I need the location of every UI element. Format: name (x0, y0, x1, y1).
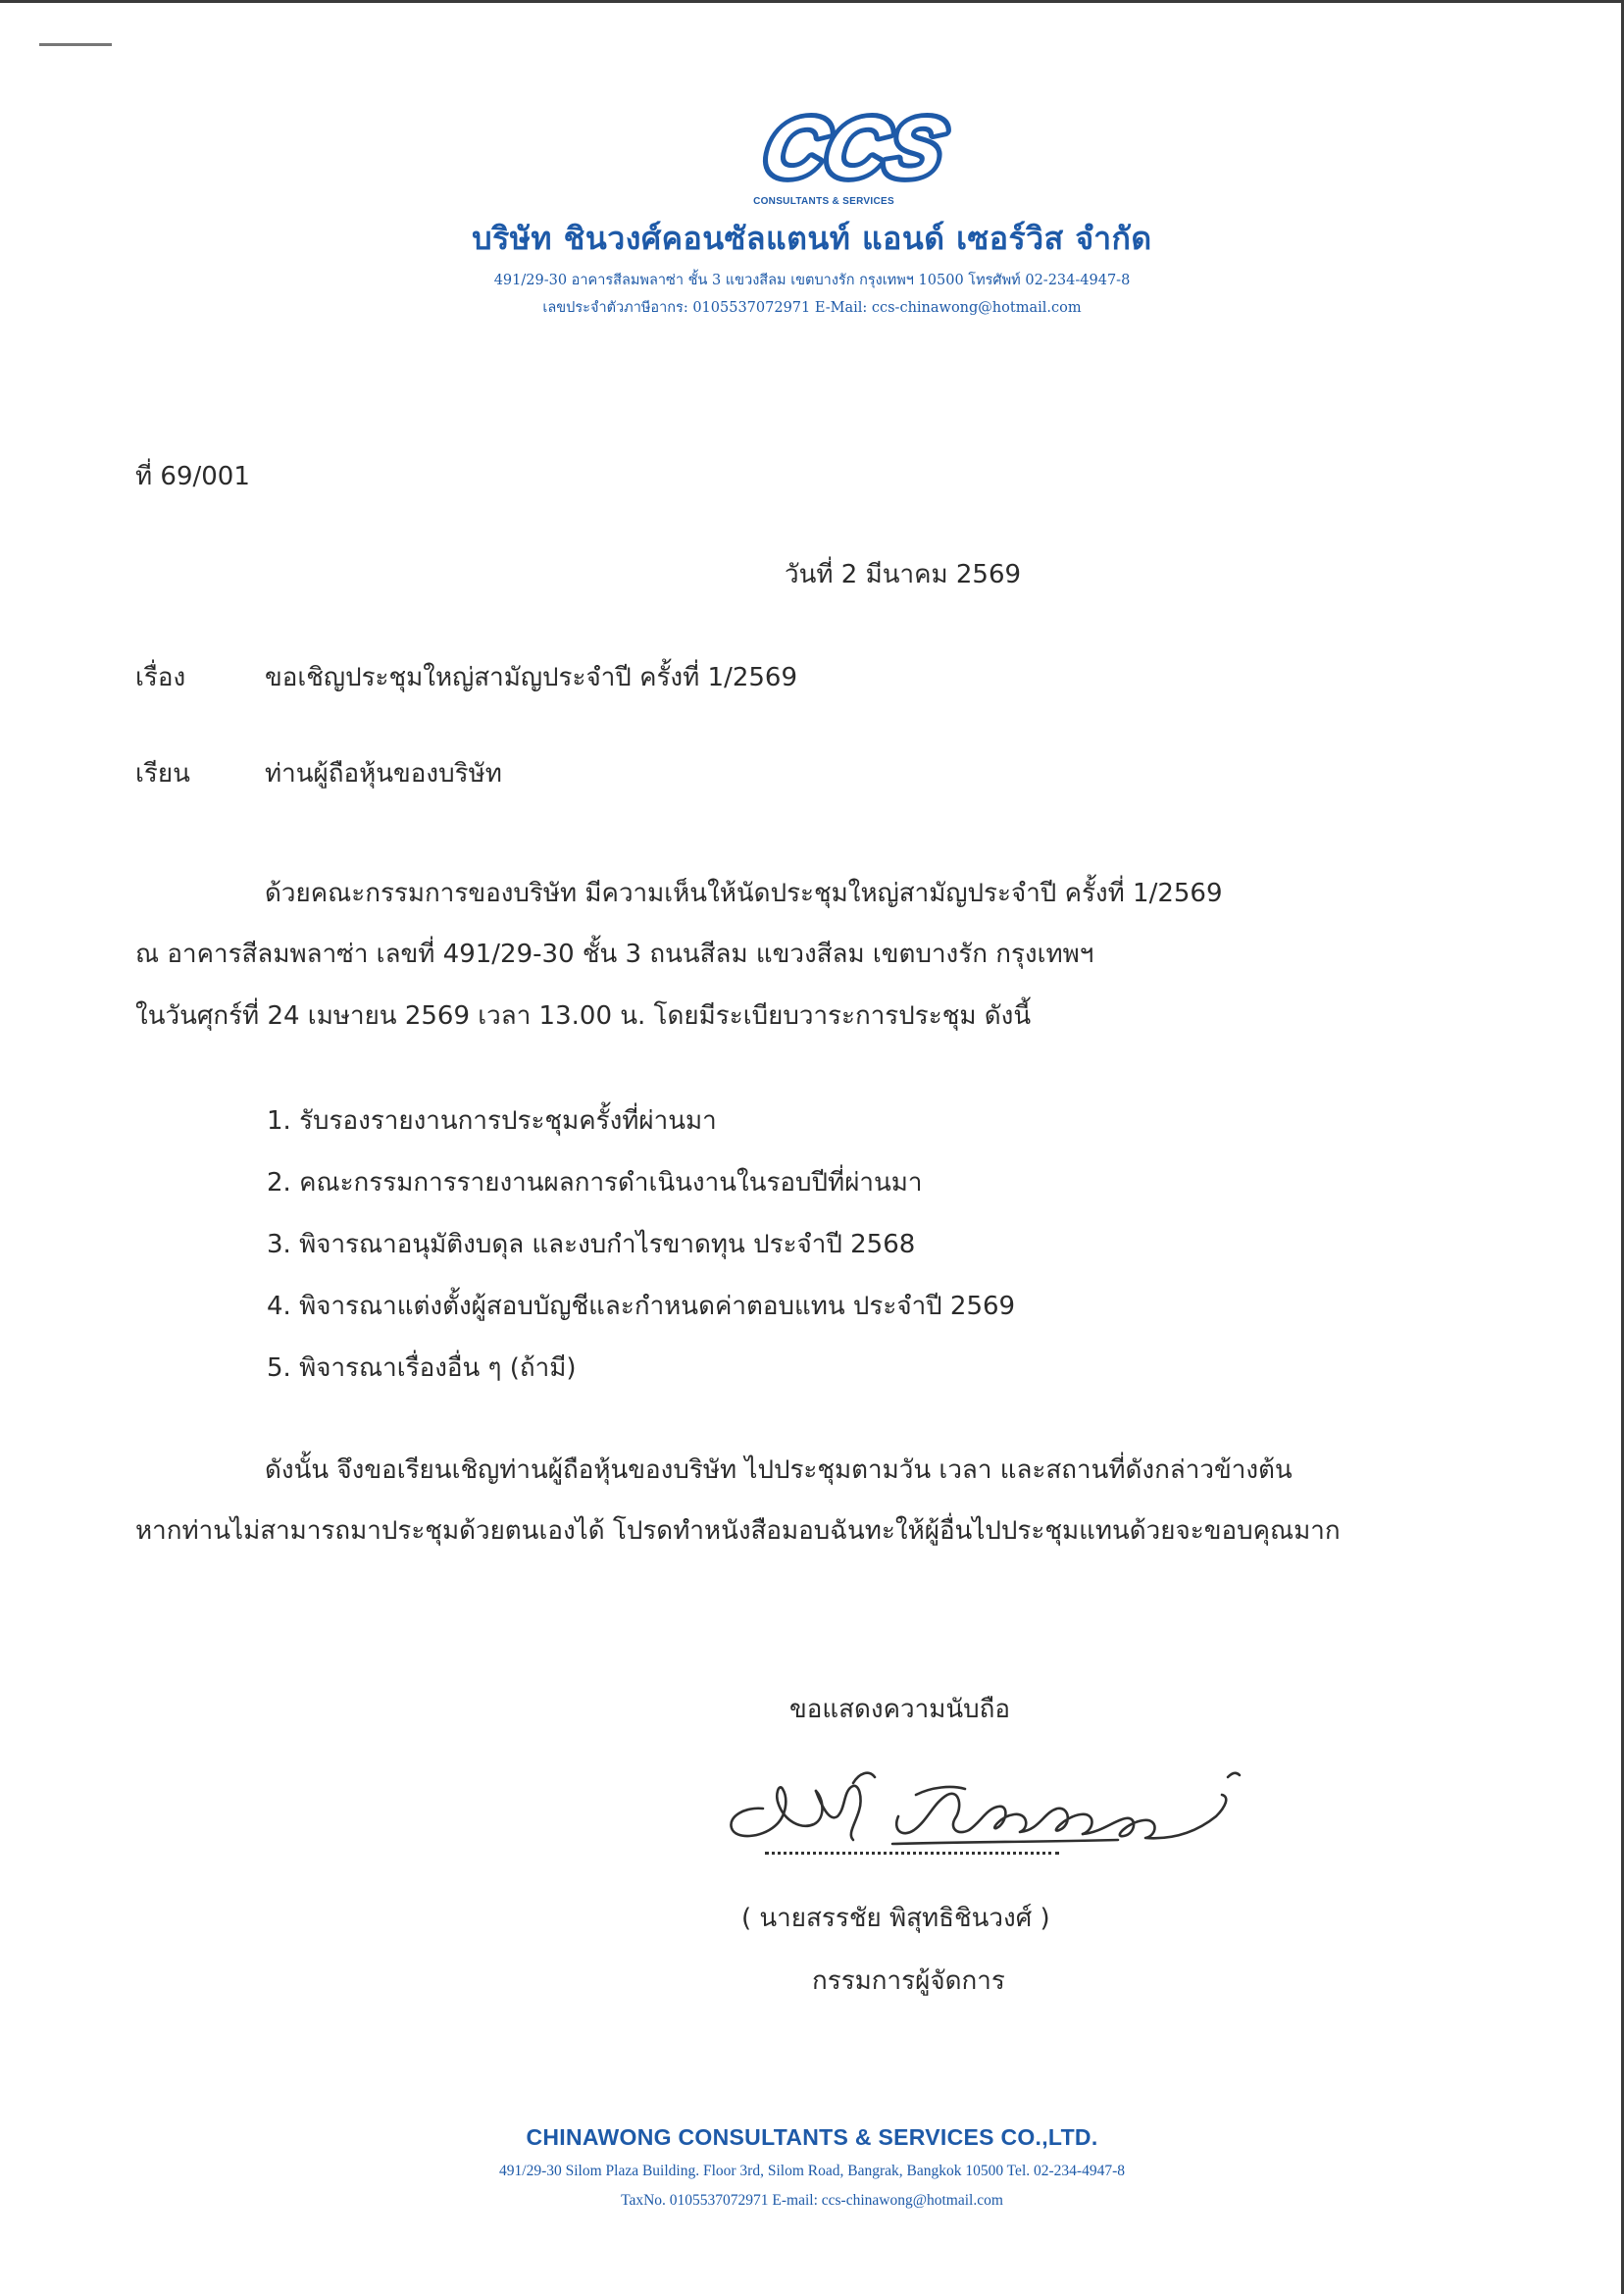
subject-text: ขอเชิญประชุมใหญ่สามัญประจำปี ครั้งที่ 1/2569 (265, 663, 798, 692)
scan-mark (39, 43, 112, 46)
body-line-3: ในวันศุกร์ที่ 24 เมษายน 2569 เวลา 13.00 น. โดยมีระเบียบวาระการประชุม ดังนี้ (135, 1001, 1032, 1031)
agenda-item: 3. พิจารณาอนุมัติงบดุล และงบกำไรขาดทุน ประจำปี 2568 (267, 1230, 916, 1259)
company-tax-email-th: เลขประจำตัวภาษีอากร: 0105537072971 E-Mail: ccs-chinawong@hotmail.com (542, 300, 1082, 316)
closing-line-1: ดังนั้น จึงขอเรียนเชิญท่านผู้ถือหุ้นของบริษัท ไปประชุมตามวัน เวลา และสถานที่ดังกล่าวข้างต้น (265, 1455, 1293, 1485)
letter-date: วันที่ 2 มีนาคม 2569 (785, 560, 1022, 589)
company-logo (745, 86, 954, 209)
body-line-2: ณ อาคารสีลมพลาซ่า เลขที่ 491/29-30 ชั้น 3 ถนนสีลม แขวงสีลม เขตบางรัก กรุงเทพฯ (135, 940, 1094, 969)
logo-subtitle: CONSULTANTS & SERVICES (753, 196, 894, 207)
recipient-text: ท่านผู้ถือหุ้นของบริษัท (265, 759, 502, 789)
handwritten-signature (706, 1748, 1255, 1865)
agenda-item: 1. รับรองรายงานการประชุมครั้งที่ผ่านมา (267, 1106, 717, 1136)
agenda-item: 2. คณะกรรมการรายงานผลการดำเนินงานในรอบปีที่ผ่านมา (267, 1168, 923, 1198)
logo-text: CCS (755, 100, 954, 195)
signature-line (765, 1852, 1059, 1855)
signer-title: กรรมการผู้จัดการ (812, 1966, 1005, 1996)
subject-label: เรื่อง (135, 663, 186, 692)
footer-company-name: CHINAWONG CONSULTANTS & SERVICES CO.,LTD. (526, 2124, 1098, 2150)
document-number: ที่ 69/001 (135, 462, 250, 491)
page-border-top (0, 0, 1624, 3)
footer-address: 491/29-30 Silom Plaza Building. Floor 3rd, Silom Road, Bangrak, Bangkok 10500 Tel. 02-234-4947-8 (499, 2163, 1125, 2179)
regards-text: ขอแสดงความนับถือ (789, 1695, 1010, 1724)
agenda-item: 4. พิจารณาแต่งตั้งผู้สอบบัญชีและกำหนดค่าตอบแทน ประจำปี 2569 (267, 1292, 1016, 1321)
body-line-1: ด้วยคณะกรรมการของบริษัท มีความเห็นให้นัดประชุมใหญ่สามัญประจำปี ครั้งที่ 1/2569 (265, 879, 1223, 908)
company-address-th: 491/29-30 อาคารสีลมพลาซ่า ชั้น 3 แขวงสีลม เขตบางรัก กรุงเทพฯ 10500 โทรศัพท์ 02-234-4947-8 (493, 273, 1131, 288)
company-name-th: บริษัท ชินวงศ์คอนซัลแตนท์ แอนด์ เซอร์วิส จำกัด (472, 220, 1152, 257)
closing-line-2: หากท่านไม่สามารถมาประชุมด้วยตนเองได้ โปรดทำหนังสือมอบฉันทะให้ผู้อื่นไปประชุมแทนด้วยจะขอบคุณมาก (135, 1516, 1341, 1546)
footer-tax-email: TaxNo. 0105537072971 E-mail: ccs-chinawong@hotmail.com (621, 2192, 1003, 2209)
agenda-item: 5. พิจารณาเรื่องอื่น ๆ (ถ้ามี) (267, 1353, 577, 1383)
recipient-label: เรียน (135, 759, 190, 789)
signer-name: ( นายสรรชัย พิสุทธิชินวงศ์ ) (741, 1904, 1050, 1933)
